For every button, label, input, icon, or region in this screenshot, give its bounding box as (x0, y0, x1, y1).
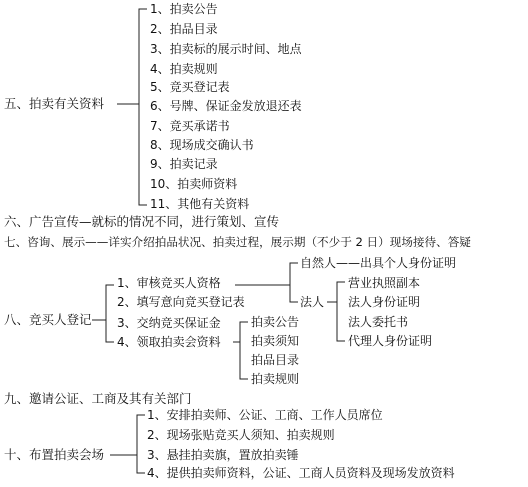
material-item: 拍卖公告 (251, 315, 300, 329)
s8-person-bracket (290, 263, 298, 302)
section5-item: 6、号牌、保证金发放退还表 (150, 99, 302, 113)
section5-item: 5、竞买登记表 (150, 80, 230, 94)
section5-item: 2、拍品目录 (150, 22, 218, 36)
legal-doc-item: 法人身份证明 (348, 295, 421, 309)
s10-bracket (137, 415, 145, 473)
s5-bracket (139, 9, 147, 205)
section6-text: 六、广告宣传—就标的情况不同，进行策划、宣传 (4, 214, 280, 229)
section10-item: 1、安排拍卖师、公证、工商、工作人员席位 (147, 408, 383, 422)
section8-step: 3、交纳竞买保证金 (117, 316, 221, 330)
section5-item: 1、拍卖公告 (150, 2, 218, 16)
section5-item: 4、拍卖规则 (150, 62, 218, 76)
material-item: 拍卖须知 (251, 334, 300, 348)
section5-item: 11、其他有关资料 (150, 197, 250, 211)
section8-step: 2、填写意向竞买登记表 (117, 295, 245, 309)
material-item: 拍卖规则 (251, 372, 300, 386)
section8-step: 1、审核竞买人资格 (117, 276, 221, 290)
section5-item: 8、现场成交确认书 (150, 138, 254, 152)
s8-materials-bracket (240, 322, 248, 379)
section10-item: 3、悬挂拍卖旗，置放拍卖锤 (147, 448, 299, 462)
section5-item: 7、竞买承诺书 (150, 119, 230, 133)
section5-item: 10、拍卖师资料 (150, 177, 238, 191)
section5-item: 9、拍卖记录 (150, 157, 218, 171)
section5-heading: 五、拍卖有关资料 (4, 96, 105, 111)
section10-item: 2、现场张贴竞买人须知、拍卖规则 (147, 428, 335, 442)
section7-text: 七、咨询、展示——详实介绍拍品状况、拍卖过程，展示期（不少于 2 日）现场接待、答疑 (4, 235, 471, 249)
legal-doc-item: 代理人身份证明 (348, 334, 433, 348)
section5-item: 3、拍卖标的展示时间、地点 (150, 42, 302, 56)
legal-doc-item: 法人委托书 (348, 315, 409, 329)
material-item: 拍品目录 (251, 353, 300, 367)
natural-person-text: 自然人——出具个人身份证明 (300, 256, 457, 270)
s8-bracket (106, 285, 114, 342)
section9-text: 九、邀请公证、工商及其有关部门 (4, 391, 192, 406)
section10-heading: 十、布置拍卖会场 (4, 447, 105, 462)
s8-legal-bracket (337, 282, 345, 341)
section8-heading: 八、竞买人登记 (4, 312, 92, 327)
legal-person-label: 法人 (300, 295, 325, 309)
section10-item: 4、提供拍卖师资料，公证、工商人员资料及现场发放资料 (147, 466, 455, 480)
legal-doc-item: 营业执照副本 (348, 276, 421, 290)
section8-step: 4、领取拍卖会资料 (117, 335, 221, 349)
